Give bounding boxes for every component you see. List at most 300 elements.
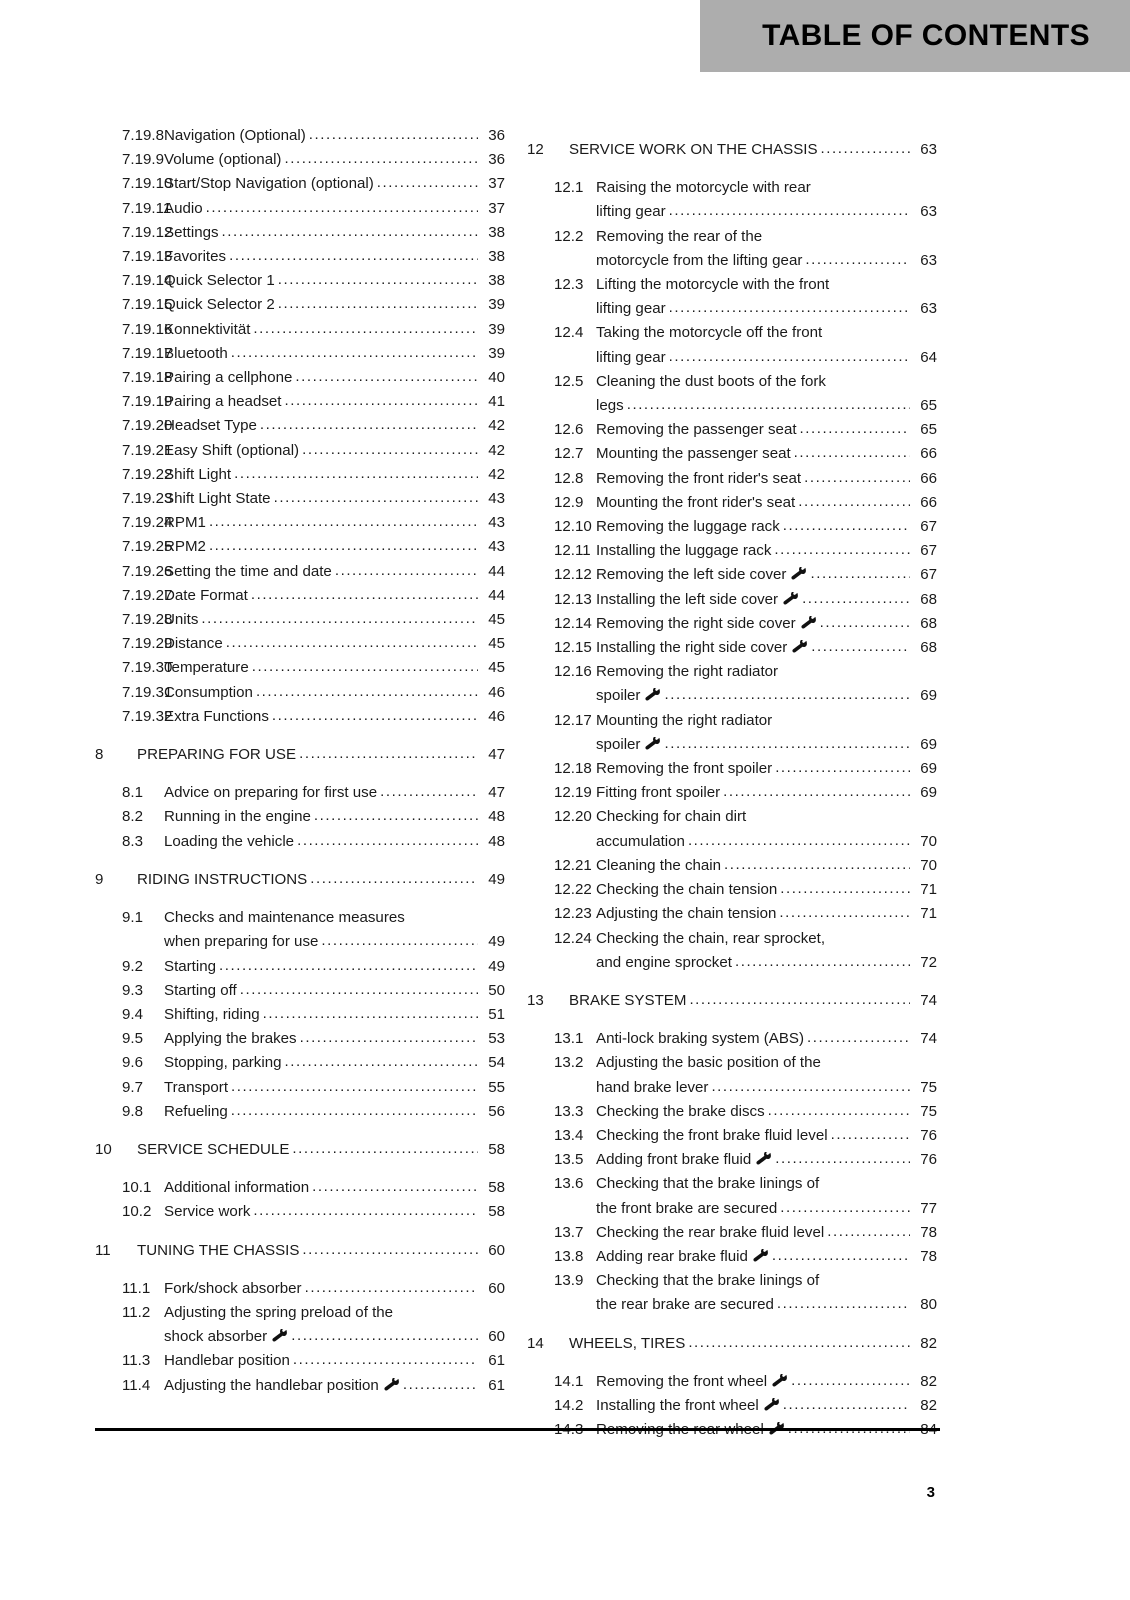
toc-entry-label: Distance [164,635,223,653]
toc-entry-line [596,176,937,200]
toc-subsection-row[interactable] [95,1349,505,1373]
toc-leader-dots [284,1050,478,1074]
footer-divider [95,1428,940,1431]
toc-entry-line [569,1332,937,1356]
toc-entry-number: 14.1 [554,1372,584,1390]
toc-entry-number: 11 [95,1241,111,1259]
toc-entry-title-block [164,1374,505,1398]
toc-entry-title-block [164,632,505,656]
toc-entry-line [164,1003,505,1027]
toc-leader-dots [807,1026,910,1050]
toc-subsection-row[interactable] [527,321,937,369]
toc-entry-title-block [164,705,505,729]
toc-entry-label: and engine sprocket [596,953,732,971]
toc-subsection-row[interactable] [95,511,505,535]
toc-entry-label: Installing the front wheel [596,1396,759,1414]
toc-subsection-row[interactable] [527,1394,937,1418]
toc-subsection-row[interactable] [95,390,505,414]
toc-page-number: 75 [920,1102,937,1120]
toc-subsection-row[interactable] [527,1245,937,1269]
toc-subsection-row[interactable] [527,539,937,563]
toc-entry-number: 7.19.9 [122,151,164,169]
toc-entry-line [164,830,505,854]
toc-entry-title-block [596,273,937,321]
toc-subsection-row[interactable] [95,463,505,487]
toc-entry-title-block [596,709,937,757]
toc-entry-label: Raising the motorcycle with rear [596,179,811,197]
toc-entry-number: 12.10 [554,518,592,536]
toc-entry-line [164,293,505,317]
toc-chapter-row[interactable] [527,138,937,162]
toc-entry-number: 12.13 [554,590,592,608]
toc-subsection-row[interactable] [95,487,505,511]
toc-entry-label: Removing the right radiator [596,663,779,681]
toc-leader-dots [664,732,910,756]
toc-page-number: 38 [488,223,505,241]
toc-subsection-row[interactable] [95,414,505,438]
toc-entry-number: 12.9 [554,493,584,511]
toc-entry-line [164,1027,505,1051]
toc-chapter-row[interactable] [95,1138,505,1162]
toc-entry-number: 7.19.29 [122,635,173,653]
toc-subsection-row[interactable] [95,681,505,705]
toc-subsection-row[interactable] [95,293,505,317]
toc-entry-title-block [596,225,937,273]
toc-entry-line [569,138,937,162]
toc-entry-title-block [596,1221,937,1245]
toc-entry-label: Removing the rear of the [596,227,763,245]
toc-entry-title-block [164,293,505,317]
toc-entry-number: 14 [527,1334,544,1352]
toc-entry-number: 7.19.11 [122,199,172,217]
toc-subsection-row[interactable] [95,830,505,854]
toc-leader-dots [253,317,478,341]
toc-page-number: 38 [488,248,505,266]
toc-subsection-row[interactable] [527,1370,937,1394]
toc-entry-title-block [596,1370,937,1394]
toc-subsection-row[interactable] [95,1374,505,1398]
toc-subsection-row[interactable] [95,979,505,1003]
toc-subsection-row[interactable] [95,805,505,829]
toc-leader-dots [669,345,910,369]
toc-entry-label: Konnektivität [164,320,251,338]
toc-entry-title-block [164,172,505,196]
toc-subsection-row[interactable] [95,632,505,656]
toc-leader-dots [627,393,910,417]
toc-entry-number: 12.3 [554,276,584,294]
toc-leader-dots [263,1002,478,1026]
toc-subsection-row[interactable] [527,1148,937,1172]
toc-entry-number: 9 [95,870,104,888]
toc-subsection-row[interactable] [527,781,937,805]
toc-entry-title-block [596,1051,937,1099]
toc-entry-title-block [164,1301,505,1349]
toc-subsection-row[interactable] [95,1027,505,1051]
toc-entry-line [596,1051,937,1075]
toc-subsection-row[interactable] [527,467,937,491]
toc-leader-dots [251,583,478,607]
toc-subsection-row[interactable] [527,854,937,878]
toc-page-number: 63 [920,300,937,318]
toc-entry-line [164,608,505,632]
toc-entry-line [596,225,937,249]
toc-entry-label: Temperature [164,659,249,677]
toc-page-number: 70 [920,856,937,874]
toc-entry-title-block [164,1076,505,1100]
toc-entry-number: 13.9 [554,1272,584,1290]
toc-leader-dots [310,867,478,891]
toc-entry-number: 12.6 [554,421,584,439]
toc-leader-dots [780,1196,910,1220]
toc-page-number: 39 [488,296,505,314]
toc-entry-line [596,539,937,563]
toc-entry-label: Units [164,611,199,629]
toc-leader-dots [219,954,478,978]
toc-entry-title-block [164,681,505,705]
toc-leader-dots [295,365,478,389]
toc-page-number: 36 [488,151,505,169]
toc-subsection-row[interactable] [95,955,505,979]
toc-page-number: 58 [488,1203,505,1221]
toc-subsection-row[interactable] [95,560,505,584]
toc-entry-label: Removing the right side cover [596,614,796,632]
toc-entry-title-block [596,1027,937,1051]
toc-entry-title-block [164,1100,505,1124]
toc-subsection-row[interactable] [527,902,937,926]
toc-subsection-row[interactable] [95,906,505,954]
toc-entry-title-block [164,221,505,245]
toc-entry-number: 9.7 [122,1078,143,1096]
toc-subsection-row[interactable] [95,1176,505,1200]
toc-subsection-row[interactable] [95,1003,505,1027]
toc-chapter-row[interactable] [527,1332,937,1356]
toc-subsection-row[interactable] [527,1027,937,1051]
toc-page-number: 58 [488,1140,505,1158]
toc-entry-label: WHEELS, TIRES [569,1334,686,1352]
toc-subsection-row[interactable] [95,584,505,608]
toc-chapter-row[interactable] [95,1239,505,1263]
toc-leader-dots [272,704,478,728]
toc-subsection-row[interactable] [527,515,937,539]
toc-entry-line [164,124,505,148]
toc-page-number: 49 [488,933,505,951]
toc-page-number: 69 [920,735,937,753]
toc-entry-label: RIDING INSTRUCTIONS [137,870,308,888]
toc-entry-number: 9.4 [122,1005,143,1023]
toc-entry-title-block [164,1027,505,1051]
toc-leader-dots [798,490,910,514]
toc-entry-label: Settings [164,223,219,241]
toc-entry-line [137,1138,505,1162]
toc-entry-title-block [596,321,937,369]
toc-leader-dots [206,196,478,220]
toc-subsection-row[interactable] [95,439,505,463]
toc-chapter-row[interactable] [95,868,505,892]
toc-page-number: 75 [920,1078,937,1096]
toc-subsection-row[interactable] [95,1277,505,1301]
toc-entry-title-block [596,781,937,805]
toc-subsection-row[interactable] [95,656,505,680]
toc-subsection-row[interactable] [527,1124,937,1148]
toc-entry-number: 11.2 [122,1303,151,1321]
toc-subsection-row[interactable] [527,588,937,612]
toc-entry-number: 13.1 [554,1030,584,1048]
toc-entry-line [164,1301,505,1325]
wrench-icon [792,640,807,653]
toc-page-number: 67 [920,566,937,584]
toc-entry-label: Mounting the front rider's seat [596,493,796,511]
toc-subsection-row[interactable] [527,563,937,587]
toc-page-number: 58 [488,1179,505,1197]
toc-leader-dots [768,1099,910,1123]
toc-entry-number: 7.19.22 [122,465,173,483]
toc-entry-label: when preparing for use [164,933,319,951]
toc-subsection-row[interactable] [95,342,505,366]
toc-entry-label: Installing the luggage rack [596,542,772,560]
toc-leader-dots [278,292,478,316]
toc-entry-label: Volume (optional) [164,151,282,169]
toc-entry-line [596,660,937,684]
toc-page-number: 39 [488,320,505,338]
toc-page-number: 82 [920,1396,937,1414]
toc-entry-line [164,221,505,245]
toc-right-column [527,124,937,1442]
toc-leader-dots [688,829,910,853]
toc-subsection-row[interactable] [95,608,505,632]
toc-entry-number: 9.8 [122,1102,143,1120]
toc-entry-label: Starting [164,957,217,975]
toc-subsection-row[interactable] [527,1172,937,1220]
toc-subsection-row[interactable] [95,148,505,172]
toc-entry-label: Handlebar position [164,1352,290,1370]
toc-entry-title-block [164,830,505,854]
toc-subsection-row[interactable] [95,1301,505,1349]
toc-entry-label: Checking the chain, rear sprocket, [596,929,826,947]
toc-subsection-row[interactable] [527,1100,937,1124]
toc-page-number: 60 [488,1279,505,1297]
toc-entry-label: Extra Functions [164,707,269,725]
toc-entry-label: Fork/shock absorber [164,1279,302,1297]
toc-entry-line [137,1239,505,1263]
toc-entry-number: 7.19.19 [122,393,173,411]
toc-entry-label: BRAKE SYSTEM [569,991,687,1009]
toc-entry-number: 7.19.8 [122,127,164,144]
toc-entry-label: Checking that the brake linings of [596,1272,820,1290]
toc-subsection-row[interactable] [95,245,505,269]
toc-page-number: 82 [920,1372,937,1390]
toc-subsection-row[interactable] [527,757,937,781]
toc-entry-number: 12.21 [554,856,592,874]
toc-entry-label: Mounting the passenger seat [596,445,791,463]
toc-entry-line [596,370,937,394]
toc-entry-number: 7.19.30 [122,659,173,677]
toc-subsection-row[interactable] [527,442,937,466]
wrench-icon [783,592,798,605]
toc-subsection-row[interactable] [95,535,505,559]
toc-leader-dots [256,680,478,704]
toc-entry-label: Checking the chain tension [596,881,778,899]
toc-chapter-row[interactable] [527,989,937,1013]
toc-leader-dots [299,742,478,766]
toc-entry-title-block [164,1349,505,1373]
toc-subsection-row[interactable] [527,878,937,902]
toc-entry-line [596,830,937,854]
toc-subsection-row[interactable] [95,366,505,390]
toc-entry-label: Starting off [164,981,237,999]
toc-entry-line [164,1200,505,1224]
toc-entry-title-block [164,197,505,221]
toc-entry-line [164,366,505,390]
toc-entry-label: Shift Light [164,465,232,483]
toc-entry-number: 7.19.13 [122,248,173,266]
toc-entry-label: Removing the left side cover [596,566,787,584]
toc-subsection-row[interactable] [527,1221,937,1245]
toc-entry-number: 9.2 [122,957,143,975]
toc-entry-label: legs [596,397,624,415]
toc-entry-label: Mounting the right radiator [596,711,773,729]
toc-subsection-row[interactable] [95,1051,505,1075]
toc-entry-number: 11.4 [122,1376,151,1394]
toc-entry-number: 12 [527,141,544,158]
toc-leader-dots [794,441,910,465]
toc-entry-label: Lifting the motorcycle with the front [596,276,830,294]
toc-entry-label: Anti-lock braking system (ABS) [596,1030,805,1048]
toc-subsection-row[interactable] [527,805,937,853]
toc-entry-title-block [596,1124,937,1148]
toc-subsection-row[interactable] [527,176,937,224]
toc-page-number: 69 [920,687,937,705]
toc-page-number: 40 [488,369,505,387]
toc-entry-line [164,318,505,342]
toc-entry-line [596,951,937,975]
toc-page-number: 49 [488,870,505,888]
toc-leader-dots [305,1276,478,1300]
toc-entry-label: Easy Shift (optional) [164,441,300,459]
toc-entry-label: Adjusting the chain tension [596,905,777,923]
toc-entry-number: 7.19.25 [122,538,173,556]
toc-entry-label: motorcycle from the lifting gear [596,251,803,269]
toc-subsection-row[interactable] [527,636,937,660]
toc-page-number: 43 [488,490,505,508]
toc-subsection-row[interactable] [95,124,505,148]
toc-subsection-row[interactable] [527,225,937,273]
toc-subsection-row[interactable] [95,1200,505,1224]
toc-page-number: 63 [920,203,937,221]
toc-subsection-row[interactable] [527,491,937,515]
toc-subsection-row[interactable] [95,197,505,221]
toc-leader-dots [724,853,910,877]
toc-subsection-row[interactable] [527,1269,937,1317]
toc-entry-line [596,733,937,757]
toc-entry-title-block [164,608,505,632]
toc-entry-title-block [596,588,937,612]
toc-entry-line [164,245,505,269]
toc-leader-dots [284,389,478,413]
toc-entry-number: 12.7 [554,445,584,463]
toc-entry-number: 9.6 [122,1054,143,1072]
toc-subsection-row[interactable] [527,1051,937,1099]
toc-page-number: 46 [488,707,505,725]
toc-entry-number: 13.7 [554,1223,584,1241]
toc-entry-title-block [596,927,937,975]
toc-page-number: 54 [488,1054,505,1072]
toc-entry-label: Removing the front spoiler [596,760,773,778]
toc-entry-line [164,906,505,930]
toc-entry-line [164,487,505,511]
toc-entry-line [596,563,937,587]
toc-subsection-row[interactable] [95,705,505,729]
toc-entry-line [164,584,505,608]
toc-entry-title-block [596,467,937,491]
toc-entry-title-block [164,463,505,487]
toc-page-number: 67 [920,542,937,560]
toc-entry-title-block [164,584,505,608]
toc-entry-number: 12.24 [554,929,592,947]
toc-subsection-row[interactable] [527,370,937,418]
toc-entry-title-block [596,418,937,442]
toc-subsection-row[interactable] [95,221,505,245]
toc-page-number: 64 [920,348,937,366]
toc-subsection-row[interactable] [527,612,937,636]
toc-entry-number: 12.22 [554,881,592,899]
toc-entry-line [596,491,937,515]
toc-entry-label: Removing the luggage rack [596,518,780,536]
toc-entry-line [596,636,937,660]
toc-entry-label: Shift Light State [164,490,271,508]
toc-entry-line [596,1076,937,1100]
toc-chapter-row[interactable] [95,743,505,767]
toc-entry-line [596,1293,937,1317]
toc-subsection-row[interactable] [527,709,937,757]
toc-entry-label: Applying the brakes [164,1030,297,1048]
toc-entry-number: 12.17 [554,711,592,729]
toc-leader-dots [688,1331,910,1355]
toc-entry-line [596,709,937,733]
toc-entry-line [596,1124,937,1148]
toc-entry-label: Audio [164,199,203,217]
toc-leader-dots [312,1175,478,1199]
toc-entry-label: Shifting, riding [164,1005,260,1023]
toc-page-number: 78 [920,1247,937,1265]
toc-leader-dots [831,1123,910,1147]
toc-entry-label: Navigation (Optional) [164,127,306,144]
toc-subsection-row[interactable] [527,418,937,442]
toc-subsection-row[interactable] [527,273,937,321]
toc-subsection-row[interactable] [527,927,937,975]
toc-entry-line [164,439,505,463]
toc-entry-line [164,269,505,293]
toc-entry-label: Adjusting the basic position of the [596,1054,821,1072]
toc-page-number: 78 [920,1223,937,1241]
toc-entry-number: 7.19.21 [122,441,173,459]
toc-subsection-row[interactable] [95,269,505,293]
toc-subsection-row[interactable] [95,781,505,805]
toc-leader-dots [711,1075,910,1099]
toc-entry-number: 8.1 [122,784,143,802]
wrench-icon [753,1249,768,1262]
toc-subsection-row[interactable] [95,318,505,342]
toc-entry-title-block [569,989,937,1013]
toc-leader-dots [231,1075,478,1099]
toc-entry-title-block [596,1172,937,1220]
toc-subsection-row[interactable] [95,172,505,196]
toc-subsection-row[interactable] [527,660,937,708]
toc-entry-number: 12.16 [554,663,592,681]
toc-page-number: 61 [488,1352,505,1370]
toc-subsection-row[interactable] [95,1100,505,1124]
toc-subsection-row[interactable] [95,1076,505,1100]
toc-entry-line [164,172,505,196]
